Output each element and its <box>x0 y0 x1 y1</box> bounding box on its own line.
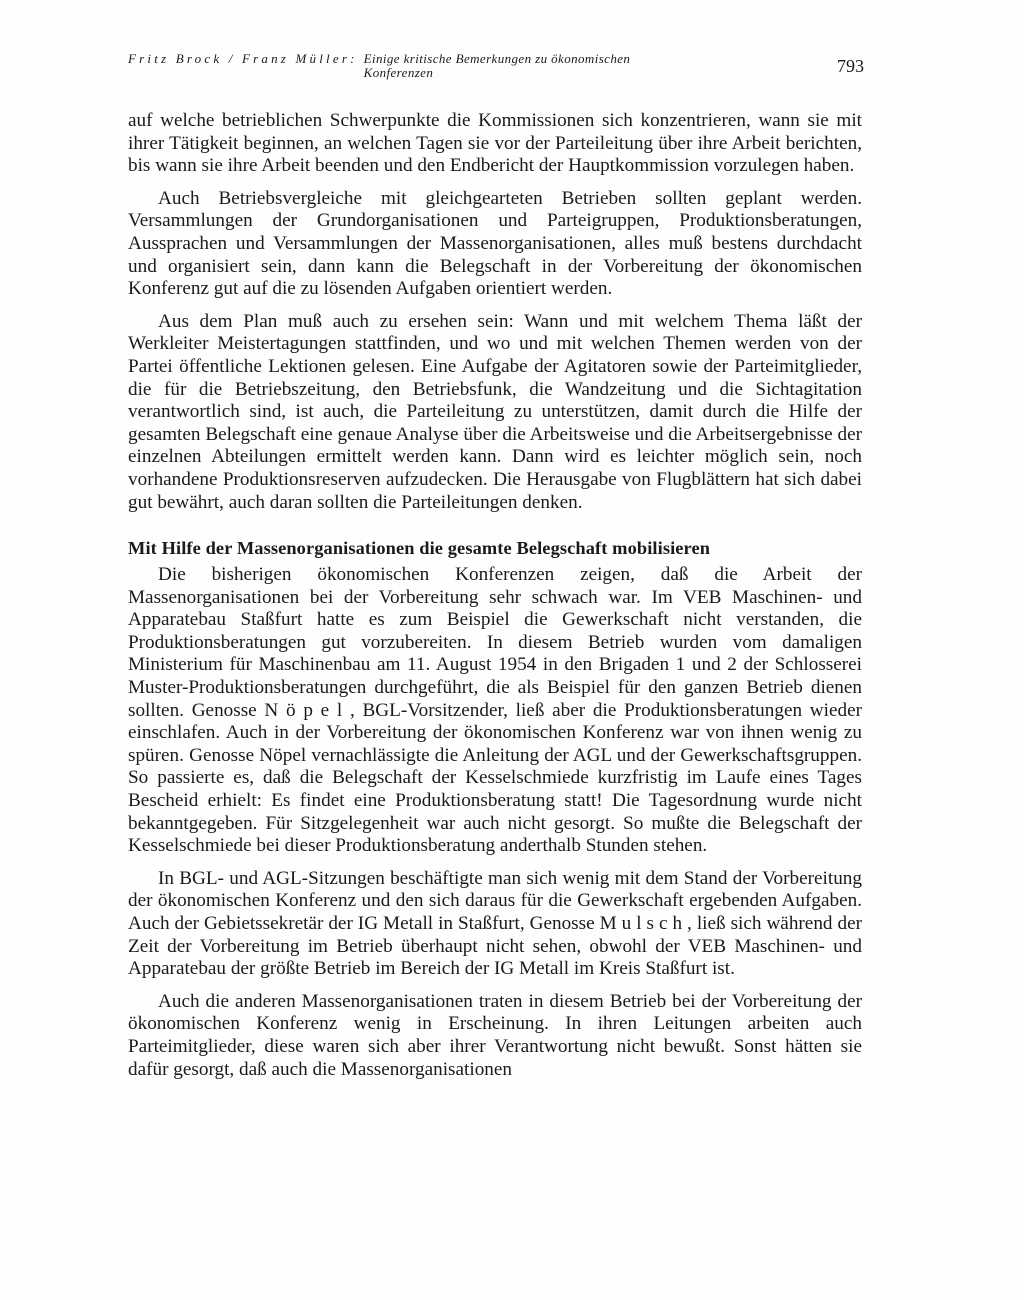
page-number: 793 <box>837 56 864 76</box>
section-heading: Mit Hilfe der Massenorganisationen die gesamte Belegschaft mobilisieren <box>128 538 711 559</box>
running-head <box>128 52 788 80</box>
header-article-title: Einige kritische Bemerkungen zu ökonomischen Konferenzen <box>363 51 631 80</box>
paragraph-2: Auch Betriebsvergleiche mit gleichgearteten Betrieben sollten geplant werden. Versammlungen der Grundorganisationen und Parteigruppen, Produktionsberatungen, Aussprachen und Versammlungen der Massenorganisationen, alles muß bestens durchdacht und organisiert sein, dann kann die Belegschaft in der Vorbereitung der ökonomischen Konferenz gut auf die zu lösenden Aufgaben orientiert werden. <box>128 187 862 300</box>
header-authors: Fritz Brock / Franz Müller: <box>128 51 358 66</box>
paragraph-1: auf welche betrieblichen Schwerpunkte die Kommissionen sich konzentrieren, wann sie mit ihrer Tätigkeit beginnen, an welchen Tagen sie vor der Parteileitung über ihre Arbeit berichten, bis wann sie ihre Arbeit beenden und den Endbericht der Hauptkommission vorzulegen haben. <box>128 110 862 177</box>
paragraph-5: In BGL- und AGL-Sitzungen beschäftigte man sich wenig mit dem Stand der Vorbereitung der ökonomischen Konferenz und den sich daraus für die Gewerkschaft ergebenden Aufgaben. Auch der Gebietssekretär der IG Metall in Staßfurt, Genosse M u l s c h , ließ sich während der Zeit der Vorbereitung im Betrieb überhaupt nicht sehen, obwohl der VEB Maschinen- und Apparatebau der größte Betrieb im Bereich der IG Metall im Kreis Staßfurt ist. <box>128 867 862 980</box>
running-header <box>128 52 868 84</box>
paragraph-3: Aus dem Plan muß auch zu ersehen sein: Wann und mit welchem Thema läßt der Werkleiter Meistertagungen stattfinden, und wo und mit welchen Themen werden von der Partei öffentliche Lektionen gelesen. Eine Aufgabe der Agitatoren sowie der Parteimitglieder, die für die Betriebszeitung, den Betriebsfunk, die Wandzeitung und die Sichtagitation verantwortlich sind, ist auch, die Parteileitung zu unterstützen, damit durch die Hilfe der gesamten Belegschaft eine genaue Analyse über die Arbeitsweise und die Arbeitsergebnisse der einzelnen Abteilungen ermittelt werden kann. Dann wird es leichter möglich sein, noch vorhandene Produktionsreserven aufzudecken. Die Herausgabe von Flugblättern hat sich dabei gut bewährt, auch daran sollten die Parteileitungen denken. <box>128 310 862 513</box>
body-text <box>128 110 862 1091</box>
paragraph-4: Die bisherigen ökonomischen Konferenzen zeigen, daß die Arbeit der Massenorganisationen bei der Vorbereitung sehr schwach war. Im VEB Maschinen- und Apparatebau Staßfurt hatte es zum Beispiel die Gewerkschaft nicht verstanden, die Produktionsberatungen gut vorzubereiten. In diesem Betrieb wurden vom damaligen Ministerium für Maschinenbau am 11. August 1954 in den Brigaden 1 und 2 der Schlosserei Muster-Produktionsberatungen durchgeführt, die als Beispiel für den ganzen Betrieb dienen sollten. Genosse N ö p e l , BGL-Vorsitzender, ließ aber die Produktionsberatungen wieder einschlafen. Auch in der Vorbereitung der ökonomischen Konferenz war von ihnen wenig zu spüren. Genosse Nöpel vernachlässigte die Anleitung der AGL und der Gewerkschaftsgruppen. So passierte es, daß die Belegschaft der Kesselschmiede kurzfristig im Laufe eines Tages Bescheid erhielt: Es findet eine Produktionsberatung statt! Die Tagesordnung wurde nicht bekanntgegeben. Für Sitzgelegenheit war auch nicht gesorgt. So mußte die Belegschaft der Kesselschmiede bei dieser Produktionsberatung anderthalb Stunden stehen. <box>128 564 862 857</box>
paragraph-6: Auch die anderen Massenorganisationen traten in diesem Betrieb bei der Vorbereitung der ökonomischen Konferenz wenig in Erscheinung. In ihren Leitungen arbeiten auch Parteimitglieder, diese waren sich aber ihrer Verantwortung nicht bewußt. Sonst hätten sie dafür gesorgt, daß auch die Massenorganisationen <box>128 990 862 1080</box>
